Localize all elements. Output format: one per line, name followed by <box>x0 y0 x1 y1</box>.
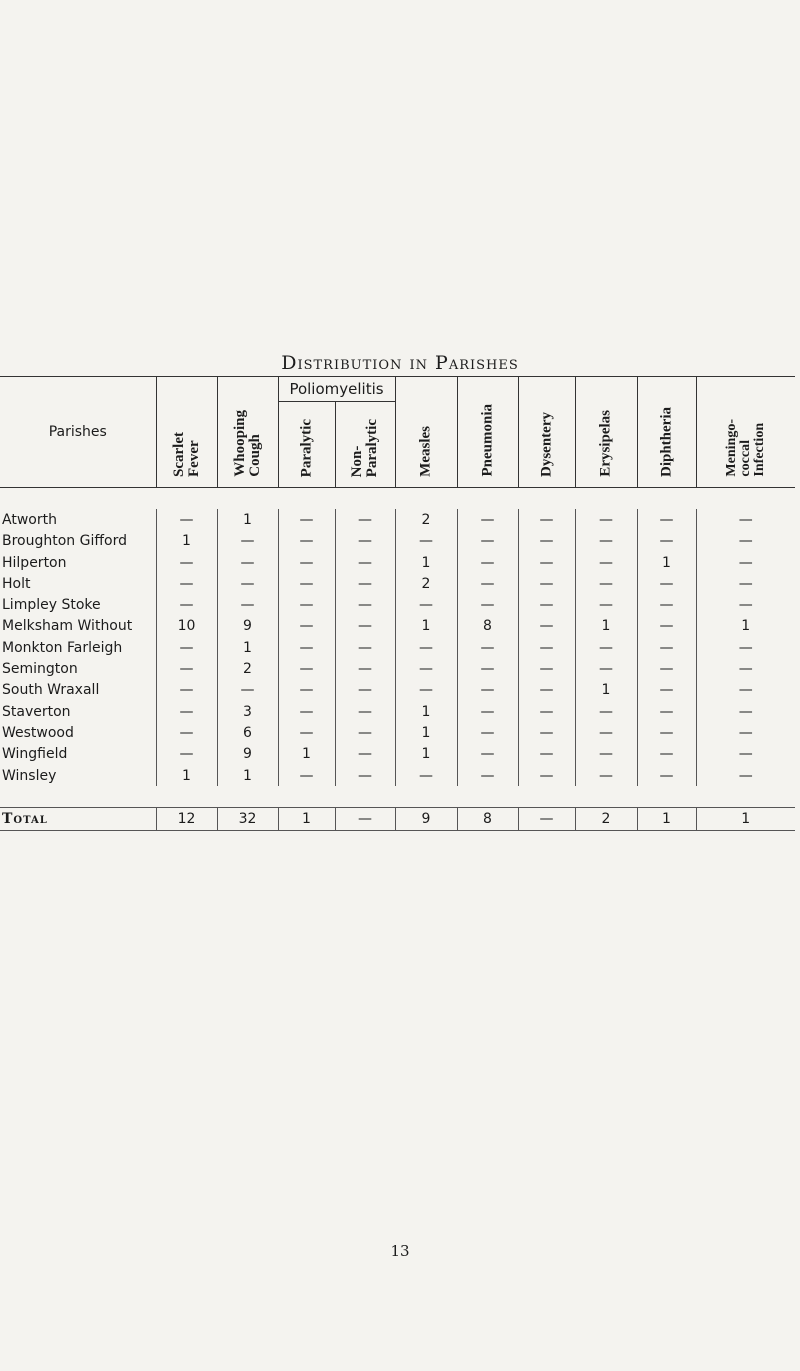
table-cell: 1 <box>217 765 278 786</box>
table-cell: — <box>335 509 395 530</box>
parish-name: Staverton <box>2 703 71 720</box>
total-cell: 8 <box>457 808 518 830</box>
table-cell: — <box>518 552 575 573</box>
table-cell: — <box>518 616 575 637</box>
table-cell: — <box>637 658 696 679</box>
table-cell: — <box>278 573 335 594</box>
parish-name: Limpley Stoke <box>2 597 101 614</box>
table-cell: — <box>575 658 637 679</box>
col-header-whooping-cough: Whooping Cough <box>217 377 278 488</box>
table-cell: — <box>518 594 575 615</box>
parish-name: Wingfield <box>2 746 68 763</box>
table-cell: 2 <box>217 658 278 679</box>
parish-name: Semington <box>2 661 78 678</box>
table-cell: — <box>395 680 457 701</box>
table-cell: — <box>156 744 217 765</box>
table-cell: — <box>335 616 395 637</box>
table-cell: 1 <box>395 701 457 722</box>
table-cell: — <box>518 765 575 786</box>
table-row <box>0 594 795 615</box>
total-cell: — <box>518 808 575 830</box>
table-cell: — <box>637 637 696 658</box>
table-cell: 1 <box>575 616 637 637</box>
total-cell: 12 <box>156 808 217 830</box>
page-title <box>0 352 800 374</box>
table-cell: — <box>518 637 575 658</box>
table-cell: — <box>457 552 518 573</box>
parish-name: Melksham Without <box>2 618 133 635</box>
table-cell: — <box>696 658 795 679</box>
total-cell: 1 <box>637 808 696 830</box>
table-cell: — <box>637 765 696 786</box>
table-cell: — <box>278 552 335 573</box>
table-cell: — <box>156 573 217 594</box>
table-cell: — <box>457 744 518 765</box>
col-header-measles: Measles <box>395 377 457 488</box>
total-row <box>0 808 795 830</box>
table-cell: — <box>696 509 795 530</box>
table-cell: — <box>457 722 518 743</box>
table-cell: 10 <box>156 616 217 637</box>
table-cell: — <box>335 552 395 573</box>
table-cell: — <box>156 594 217 615</box>
table-cell: — <box>696 765 795 786</box>
table-cell: — <box>278 594 335 615</box>
table-cell: — <box>518 744 575 765</box>
table-cell: — <box>575 701 637 722</box>
table-row <box>0 531 795 552</box>
table-cell: — <box>217 531 278 552</box>
table-cell: 1 <box>637 552 696 573</box>
table-cell: — <box>518 680 575 701</box>
table-cell: — <box>637 701 696 722</box>
table-cell: — <box>518 658 575 679</box>
table-cell: — <box>575 594 637 615</box>
table-cell: — <box>457 765 518 786</box>
col-header-non-paralytic: Non- Paralytic <box>335 402 395 488</box>
table-cell: — <box>156 552 217 573</box>
table-cell: — <box>457 658 518 679</box>
table-cell: — <box>637 573 696 594</box>
table-cell: 9 <box>217 744 278 765</box>
table-cell: — <box>696 573 795 594</box>
table-cell: — <box>395 594 457 615</box>
table-cell: — <box>518 509 575 530</box>
total-cell: — <box>335 808 395 830</box>
table-row <box>0 722 795 743</box>
table-cell: — <box>696 531 795 552</box>
table-cell: — <box>518 573 575 594</box>
table-row <box>0 573 795 594</box>
title-word-parishes: Parishes <box>435 352 519 374</box>
table-cell: — <box>696 722 795 743</box>
parish-name: Holt <box>2 575 31 592</box>
table-cell: — <box>156 509 217 530</box>
table-row <box>0 509 795 530</box>
table-cell: — <box>637 744 696 765</box>
table-row <box>0 765 795 786</box>
table-cell: 9 <box>217 616 278 637</box>
table-cell: 1 <box>278 744 335 765</box>
total-cell: 2 <box>575 808 637 830</box>
table-cell: — <box>335 701 395 722</box>
table-cell: — <box>696 552 795 573</box>
table-cell: 1 <box>395 552 457 573</box>
table-cell: 1 <box>156 765 217 786</box>
table-cell: 1 <box>217 509 278 530</box>
table-cell: — <box>637 680 696 701</box>
table-cell: — <box>217 573 278 594</box>
table-row <box>0 658 795 679</box>
table-cell: 8 <box>457 616 518 637</box>
table-cell: — <box>457 509 518 530</box>
table-cell: — <box>696 701 795 722</box>
table-cell: — <box>575 722 637 743</box>
table-cell: — <box>335 765 395 786</box>
table-cell: — <box>575 744 637 765</box>
parish-name: Hilperton <box>2 554 67 571</box>
parish-name: Atworth <box>2 511 57 528</box>
table-row <box>0 616 795 637</box>
table-cell: — <box>156 680 217 701</box>
table-cell: — <box>637 722 696 743</box>
col-header-diphtheria: Diphtheria <box>637 377 696 488</box>
total-cell: 32 <box>217 808 278 830</box>
table-cell: — <box>395 658 457 679</box>
table-cell: 1 <box>395 744 457 765</box>
table-cell: — <box>278 637 335 658</box>
table-cell: — <box>335 658 395 679</box>
table-row <box>0 552 795 573</box>
table-cell: — <box>217 552 278 573</box>
table-cell: 1 <box>395 616 457 637</box>
col-header-pneumonia: Pneumonia <box>457 377 518 488</box>
total-label: Total <box>0 808 156 830</box>
table-cell: — <box>395 765 457 786</box>
table-cell: — <box>217 594 278 615</box>
table-cell: — <box>518 531 575 552</box>
parish-name: Westwood <box>2 724 74 741</box>
title-word-distribution: Distribution <box>281 352 403 374</box>
table-cell: — <box>696 594 795 615</box>
table-cell: — <box>156 722 217 743</box>
table-cell: 1 <box>217 637 278 658</box>
total-cell: 1 <box>278 808 335 830</box>
table-cell: — <box>335 744 395 765</box>
table-cell: — <box>335 637 395 658</box>
table-cell: 3 <box>217 701 278 722</box>
table-cell: — <box>278 531 335 552</box>
table-cell: — <box>335 680 395 701</box>
table-cell: — <box>457 573 518 594</box>
parishes-header: Parishes <box>0 377 156 488</box>
table-row <box>0 680 795 701</box>
table-cell: — <box>457 594 518 615</box>
table-cell: 6 <box>217 722 278 743</box>
col-header-meningococcal-infection: Meningo- coccal Infection <box>696 377 795 488</box>
table-cell: 1 <box>156 531 217 552</box>
table-row <box>0 701 795 722</box>
table-cell: — <box>457 701 518 722</box>
col-header-scarlet-fever: Scarlet Fever <box>156 377 217 488</box>
table-cell: — <box>696 637 795 658</box>
table-cell: — <box>637 509 696 530</box>
title-word-in: in <box>409 352 428 374</box>
table-cell: — <box>696 680 795 701</box>
table-cell: — <box>575 637 637 658</box>
table-cell: — <box>637 594 696 615</box>
col-header-dysentery: Dysentery <box>518 377 575 488</box>
table-cell: — <box>278 509 335 530</box>
table-cell: — <box>395 637 457 658</box>
table-cell: — <box>395 531 457 552</box>
table-cell: — <box>335 573 395 594</box>
col-header-paralytic: Paralytic <box>278 402 335 488</box>
parish-name: South Wraxall <box>2 682 100 699</box>
table-cell: — <box>575 765 637 786</box>
table-cell: — <box>278 722 335 743</box>
table-row <box>0 744 795 765</box>
table-cell: — <box>637 616 696 637</box>
table-cell: 2 <box>395 509 457 530</box>
poliomyelitis-group-header: Poliomyelitis <box>278 377 395 402</box>
table-cell: — <box>696 744 795 765</box>
table-cell: — <box>335 594 395 615</box>
table-cell: — <box>335 722 395 743</box>
total-cell: 1 <box>696 808 795 830</box>
table-cell: — <box>518 701 575 722</box>
table-row <box>0 637 795 658</box>
table-cell: — <box>156 658 217 679</box>
table-cell: 1 <box>696 616 795 637</box>
table-cell: — <box>278 658 335 679</box>
table-cell: — <box>156 637 217 658</box>
table-cell: — <box>278 616 335 637</box>
table-cell: 2 <box>395 573 457 594</box>
table-cell: 1 <box>575 680 637 701</box>
table-cell: — <box>278 680 335 701</box>
parish-name: Broughton Gifford <box>2 533 127 550</box>
table-cell: — <box>278 701 335 722</box>
parish-name: Monkton Farleigh <box>2 639 123 656</box>
table-cell: 1 <box>395 722 457 743</box>
table-cell: — <box>575 552 637 573</box>
table-cell: — <box>278 765 335 786</box>
table-cell: — <box>217 680 278 701</box>
page-number: 13 <box>390 1242 410 1260</box>
distribution-table <box>0 376 795 831</box>
table-cell: — <box>518 722 575 743</box>
parish-name: Winsley <box>2 767 57 784</box>
total-cell: 9 <box>395 808 457 830</box>
table-cell: — <box>637 531 696 552</box>
table-cell: — <box>335 531 395 552</box>
table-cell: — <box>457 531 518 552</box>
table-cell: — <box>156 701 217 722</box>
col-header-erysipelas: Erysipelas <box>575 377 637 488</box>
table-cell: — <box>575 573 637 594</box>
table-cell: — <box>575 531 637 552</box>
table-cell: — <box>575 509 637 530</box>
table-cell: — <box>457 680 518 701</box>
table-cell: — <box>457 637 518 658</box>
